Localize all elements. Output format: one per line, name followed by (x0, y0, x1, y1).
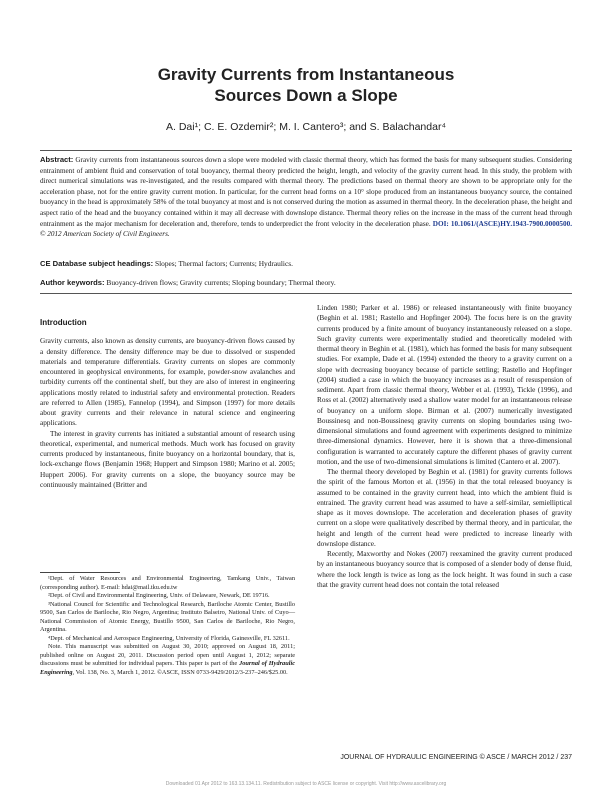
abstract (40, 155, 572, 240)
footnotes (40, 575, 295, 677)
doi-link[interactable]: DOI: 10.1061/(ASCE)HY.1943-7900.0000500. (432, 219, 573, 228)
keywords-label: Author keywords: (40, 278, 105, 287)
author-keywords (40, 278, 572, 288)
journal-name: Journal of Hydraulic Engineering (40, 660, 295, 676)
paragraph: Linden 1980; Parker et al. 1986) or released instantaneously with finite buoyancy (Beghin et al. 1981; Rastello and Hopfinger 2004). The focus here is on the gravity currents produced by a finite amount of buoyancy instantaneously released on a slope. Such gravity currents were experimentally studied and theoretically modeled with thermal theory in Beghin et al. (1981), which has formed the basis for many subsequent studies. For example, Dade et al. (1994) extended the theory to a gravity current on a slope with decreasing buoyancy because of particle settling; Rastello and Hopfinger (2004) studied a case in which the buoyancy increases as a result of resuspension of sediment. Apart from classic thermal theory, Webber et al. (1993), Tickle (1996), and Ross et al. (2002) alternatively used a shallow water model for an instantaneous release of buoyancy on a uniform slope. Birman et al. (2007) numerically investigated Boussinesq and non-Boussinesq gravity currents on sloping boundaries using two-dimensional simulations and found agreement with experiments designed to minimize three-dimensional dynamics. However, here it is shown that a three-dimensional configuration is warranted to accurately capture the different phases of gravity current motion, and the use of two-dimensional simulations is limited (Cantero et al. 2007). (317, 304, 572, 466)
title-line-1: Gravity Currents from Instantaneous (157, 65, 455, 84)
ce-text: Slopes; Thermal factors; Currents; Hydraulics. (154, 259, 293, 268)
footnote-2: ²Dept. of Civil and Environmental Engineering, Univ. of Delaware, Newark, DE 19716. (48, 592, 270, 599)
footnote-3: ³National Council for Scientific and Technological Research, Bariloche Atomic Center, Bustillo 9500, San Carlos de Bariloche, Rio Negro, Argentina; Instituto Balseiro, National Univ. of Cuyo—National Commission of Atomic Energy, Bustillo 9500, San Carlos de Bariloche, Rio Negro, Argentina. (40, 600, 295, 633)
page-footer: JOURNAL OF HYDRAULIC ENGINEERING © ASCE / MARCH 2012 / 237 (340, 754, 572, 761)
abstract-text: Gravity currents from instantaneous sources down a slope were modeled with classic thermal theory, which has formed the basis for many subsequent studies. Considering entrainment of ambient fluid and conservation of total buoyancy, thermal theory predicted the height, length, and velocity of the gravity current head. In this study, the problem with direct numerical simulations was re-investigated, and the results compared with thermal theory. The predictions based on thermal theory are shown to be appropriate only for the acceleration phase, not for the entire gravity current motion. In particular, for the current head forms on a 10° slope produced from an instantaneous buoyancy source, the contained buoyancy in the head is approximately 58% of the total buoyancy at most and is not conserved during the motion as assumed in thermal theory. In the deceleration phase, the height and aspect ratio of the head and the buoyancy contained within it may all decrease with downslope distance. Thermal theory relies on the increase in the mass of the current head through entrainment as the major mechanism for deceleration and, therefore, tends to underpredict the front velocity in the deceleration phase. (40, 156, 573, 228)
manuscript-note (40, 643, 295, 677)
footnote-4: ⁴Dept. of Mechanical and Aerospace Engineering, University of Florida, Gainesville, FL 32611. (48, 634, 290, 642)
paragraph: The thermal theory developed by Beghin et al. (1981) for gravity currents follows the spirit of the famous Morton et al. (1956) in that the total released buoyancy is assumed to be contained in the gravity current head, into which the ambient fluid is entrained. The gravity current head was assumed to have a self-similar, semielliptical shape as it moves downslope. The acceleration and deceleration phases of gravity current on a slope were qualitatively described by thermal theory, and in particular, the height and length of the current head were predicted to increase linearly with downslope distance. (317, 468, 572, 548)
paragraph: Recently, Maxworthy and Nokes (2007) reexamined the gravity current produced by an instantaneous buoyancy source that is composed of a slender body of dense fluid, where the lock length is twice as long as the lock height. It was found in such a case that the gravity current head does not contain the total released (317, 550, 572, 589)
note-tail: , Vol. 138, No. 3, March 1, 2012. ©ASCE, ISSN 0733-9429/2012/3-237–246/$25.00. (72, 668, 288, 676)
note-text: Note. This manuscript was submitted on August 30, 2010; approved on August 18, 2011; published online on August 20, 2011. Discussion period open until August 1, 2012; separate discussions must be submitted for individual papers. This paper is part of the (40, 643, 295, 667)
paragraph: The interest in gravity currents has initiated a substantial amount of research using theoretical, experimental, and numerical methods. Much work has focused on gravity currents produced by instantaneous, finite buoyancy on a horizontal boundary, that is, lock-exchange flows (Benjamin 1968; Huppert and Simpson 1980; Marino et al. 2005; Huppert 2006). For gravity currents on a slope, the buoyancy source may be continuously maintained (Britter and (40, 429, 295, 489)
top-divider (40, 150, 572, 151)
ce-headings (40, 259, 572, 269)
title-line-2: Sources Down a Slope (214, 86, 398, 105)
copyright-notice: © 2012 American Society of Civil Engineers. (40, 230, 170, 239)
footnote-1: ¹Dept. of Water Resources and Environmental Engineering, Tamkang Univ., Taiwan (corresponding author). E-mail: hdai@mail.tku.edu.tw (40, 575, 295, 591)
right-column (317, 303, 572, 590)
ce-label: CE Database subject headings: (40, 259, 154, 268)
abstract-label: Abstract: (40, 155, 74, 164)
paper-title (0, 64, 612, 106)
section-heading-introduction: Introduction (40, 318, 87, 327)
left-column (40, 318, 295, 490)
author-list: A. Dai¹; C. E. Ozdemir²; M. I. Cantero³; and S. Balachandar⁴ (166, 121, 446, 133)
abstract-divider (40, 293, 572, 294)
keywords-text: Buoyancy-driven flows; Gravity currents; Sloping boundary; Thermal theory. (106, 278, 336, 287)
paragraph: Gravity currents, also known as density currents, are buoyancy-driven flows caused by a density difference. The density difference may be due to dissolved or suspended materials and temperature differentials. Gravity currents on slopes are commonly encountered in geophysical environments, for example, powder-snow avalanches and turbidity currents off the continental shelf, but they are also of interest in engineering applications mostly related to industrial safety and environmental protection. Readers are referred to Allen (1985), Fannelop (1994), and Simpson (1997) for more details about gravity currents and their relevance in natural science and engineering applications. (40, 337, 295, 428)
download-notice: Downloaded 01 Apr 2012 to 163.13.134.11. Redistribution subject to ASCE license or copyright. Visit http://www.ascelibrary.org (165, 781, 447, 787)
footnote-divider (40, 572, 120, 573)
